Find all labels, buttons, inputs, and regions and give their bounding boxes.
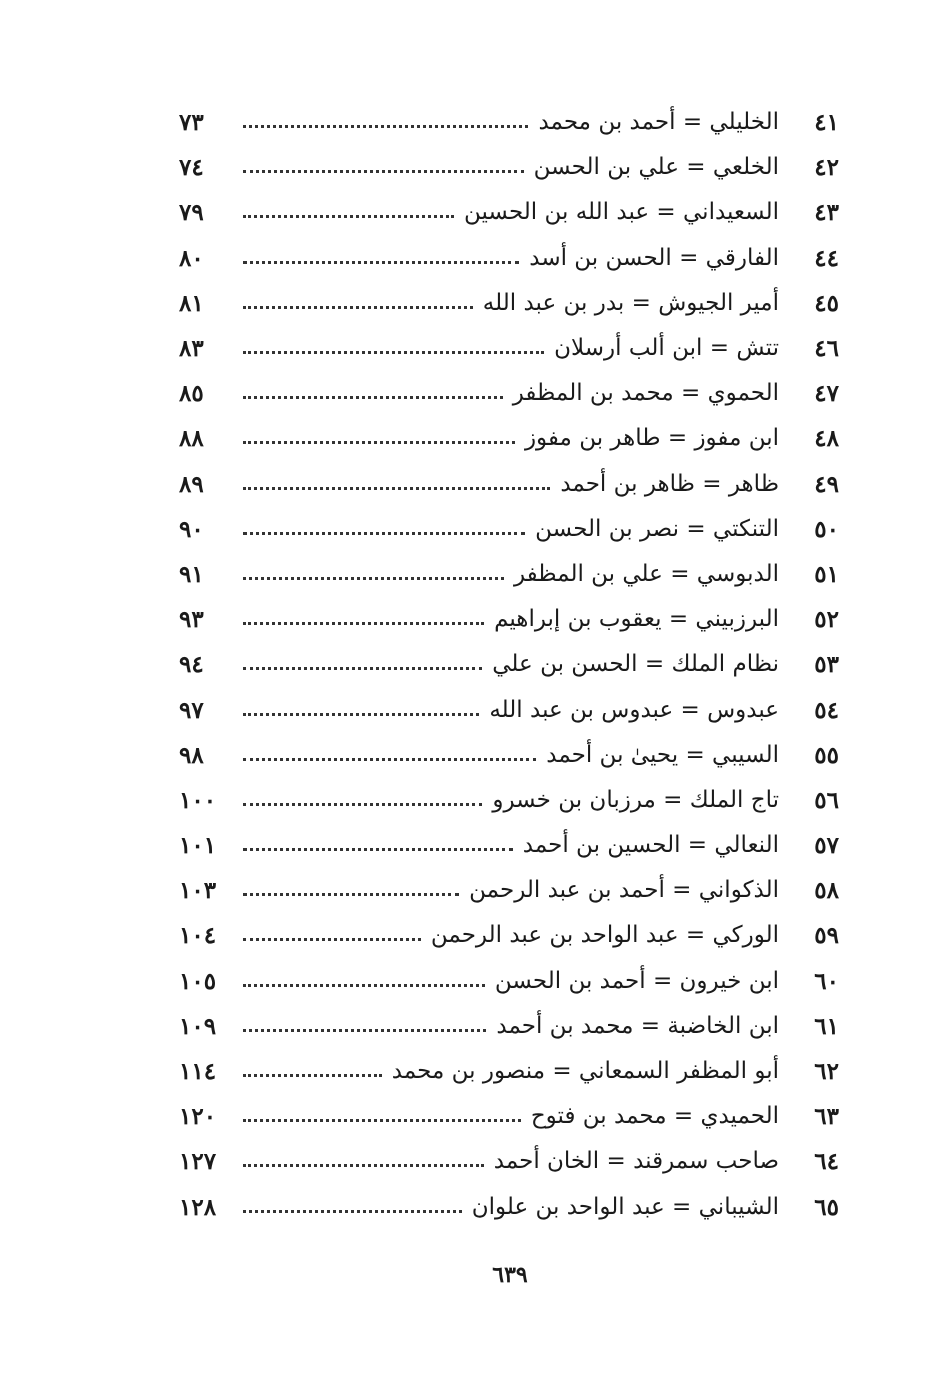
dot-leader bbox=[243, 170, 524, 173]
toc-entry bbox=[175, 145, 845, 190]
entry-page-number: ٩٧ bbox=[179, 696, 204, 724]
entry-number: ٥٥ bbox=[814, 741, 839, 769]
toc-entry bbox=[175, 190, 845, 235]
dot-leader bbox=[243, 758, 536, 761]
entry-number: ٦٣ bbox=[814, 1103, 839, 1131]
entry-title: الشيباني = عبد الواحد بن علوان bbox=[471, 1193, 779, 1220]
entry-page-number: ٩١ bbox=[179, 560, 204, 588]
entry-title: الوركي = عبد الواحد بن عبد الرحمن bbox=[430, 922, 779, 949]
toc-entry bbox=[175, 416, 845, 461]
toc-entry bbox=[175, 778, 845, 823]
entry-title: ابن مفوز = طاهر بن مفوز bbox=[524, 425, 779, 452]
toc-entry bbox=[175, 868, 845, 913]
dot-leader bbox=[243, 487, 550, 490]
entry-title: الفارقي = الحسن بن أسد bbox=[529, 244, 779, 271]
dot-leader bbox=[243, 1119, 521, 1122]
toc-entry bbox=[175, 281, 845, 326]
toc-entry bbox=[175, 1004, 845, 1049]
entry-number: ٤٨ bbox=[814, 425, 839, 453]
entry-number: ٦٥ bbox=[814, 1193, 839, 1221]
entry-page-number: ١٠٤ bbox=[179, 922, 217, 950]
dot-leader bbox=[243, 667, 482, 670]
entry-title: ابن خيرون = أحمد بن الحسن bbox=[494, 967, 779, 994]
dot-leader bbox=[243, 306, 473, 309]
entry-page-number: ٧٩ bbox=[179, 199, 204, 227]
dot-leader bbox=[243, 1164, 484, 1167]
entry-page-number: ٨٩ bbox=[179, 470, 204, 498]
entry-title: التنكتي = نصر بن الحسن bbox=[535, 515, 779, 542]
entry-title: ظاهر = ظاهر بن أحمد bbox=[560, 470, 779, 497]
entry-number: ٤٢ bbox=[814, 154, 839, 182]
dot-leader bbox=[243, 215, 454, 218]
entry-number: ٥٦ bbox=[814, 786, 839, 814]
entry-title: أبو المظفر السمعاني = منصور بن محمد bbox=[391, 1058, 779, 1085]
toc-entry bbox=[175, 913, 845, 958]
entry-number: ٥٣ bbox=[814, 651, 839, 679]
entry-number: ٦٠ bbox=[814, 967, 839, 995]
entry-number: ٥٨ bbox=[814, 877, 839, 905]
entry-title: نظام الملك = الحسن بن علي bbox=[492, 651, 779, 678]
dot-leader bbox=[243, 1074, 382, 1077]
page-number: ٦٣٩ bbox=[492, 1262, 528, 1288]
entry-number: ٤٥ bbox=[814, 289, 839, 317]
entry-title: عبدوس = عبدوس بن عبد الله bbox=[489, 696, 779, 723]
dot-leader bbox=[243, 938, 421, 941]
toc-entry bbox=[175, 1185, 845, 1230]
entry-number: ٦٤ bbox=[814, 1148, 839, 1176]
entry-title: السعيداني = عبد الله بن الحسين bbox=[463, 199, 779, 226]
entry-title: ابن الخاضبة = محمد بن أحمد bbox=[496, 1012, 779, 1039]
dot-leader bbox=[243, 532, 525, 535]
entry-number: ٤٧ bbox=[814, 380, 839, 408]
entry-page-number: ١٠١ bbox=[179, 832, 217, 860]
entry-page-number: ٨٣ bbox=[179, 335, 204, 363]
entry-page-number: ١٢٠ bbox=[179, 1103, 217, 1131]
entry-number: ٥٧ bbox=[814, 832, 839, 860]
entry-page-number: ٧٣ bbox=[179, 109, 204, 137]
toc-entry bbox=[175, 371, 845, 416]
toc-entry bbox=[175, 507, 845, 552]
entry-page-number: ١١٤ bbox=[179, 1058, 217, 1086]
entry-number: ٥٢ bbox=[814, 606, 839, 634]
entry-number: ٥١ bbox=[814, 560, 839, 588]
dot-leader bbox=[243, 848, 513, 851]
dot-leader bbox=[243, 713, 479, 716]
entry-title: الخلعي = علي بن الحسن bbox=[533, 154, 779, 181]
entry-page-number: ٩٤ bbox=[179, 651, 204, 679]
entry-title: السيبي = يحيىٰ بن أحمد bbox=[546, 741, 779, 768]
entry-number: ٥٩ bbox=[814, 922, 839, 950]
entry-page-number: ٨٨ bbox=[179, 425, 204, 453]
entry-number: ٤١ bbox=[814, 109, 839, 137]
entry-number: ٤٦ bbox=[814, 335, 839, 363]
toc-entry bbox=[175, 100, 845, 145]
entry-title: البرزبيني = يعقوب بن إبراهيم bbox=[494, 606, 779, 633]
entry-title: صاحب سمرقند = الخان أحمد bbox=[493, 1148, 779, 1175]
entry-number: ٦١ bbox=[814, 1012, 839, 1040]
dot-leader bbox=[243, 396, 503, 399]
dot-leader bbox=[243, 577, 504, 580]
entry-number: ٤٤ bbox=[814, 244, 839, 272]
dot-leader bbox=[243, 984, 485, 987]
toc-entry bbox=[175, 687, 845, 732]
entry-title: تاج الملك = مرزبان بن خسرو bbox=[492, 786, 779, 813]
toc-entry bbox=[175, 462, 845, 507]
dot-leader bbox=[243, 893, 459, 896]
entry-number: ٥٤ bbox=[814, 696, 839, 724]
entry-title: الخليلي = أحمد بن محمد bbox=[538, 109, 779, 136]
entry-title: الدبوسي = علي بن المظفر bbox=[513, 560, 779, 587]
entry-title: أمير الجيوش = بدر بن عبد الله bbox=[482, 289, 779, 316]
entry-title: النعالي = الحسين بن أحمد bbox=[522, 832, 779, 859]
entry-page-number: ١٠٥ bbox=[179, 967, 217, 995]
toc-entry bbox=[175, 1139, 845, 1184]
entry-page-number: ٩٣ bbox=[179, 606, 204, 634]
dot-leader bbox=[243, 125, 528, 128]
entry-page-number: ١٢٧ bbox=[179, 1148, 217, 1176]
entry-number: ٤٣ bbox=[814, 199, 839, 227]
entry-page-number: ٨٥ bbox=[179, 380, 204, 408]
entry-page-number: ٨١ bbox=[179, 289, 204, 317]
toc-entry bbox=[175, 597, 845, 642]
dot-leader bbox=[243, 1210, 462, 1213]
entry-page-number: ١٠٠ bbox=[179, 786, 217, 814]
table-of-contents bbox=[175, 100, 845, 1230]
entry-number: ٥٠ bbox=[814, 515, 839, 543]
toc-entry bbox=[175, 1049, 845, 1094]
entry-page-number: ٩٠ bbox=[179, 515, 204, 543]
entry-page-number: ١٠٣ bbox=[179, 877, 217, 905]
dot-leader bbox=[243, 622, 484, 625]
toc-entry bbox=[175, 959, 845, 1004]
entry-number: ٦٢ bbox=[814, 1058, 839, 1086]
entry-page-number: ٩٨ bbox=[179, 741, 204, 769]
entry-page-number: ٧٤ bbox=[179, 154, 204, 182]
toc-entry bbox=[175, 733, 845, 778]
toc-entry bbox=[175, 236, 845, 281]
toc-entry bbox=[175, 552, 845, 597]
toc-entry bbox=[175, 823, 845, 868]
entry-page-number: ٨٠ bbox=[179, 244, 204, 272]
dot-leader bbox=[243, 1029, 486, 1032]
dot-leader bbox=[243, 441, 515, 444]
entry-title: تتش = ابن ألب أرسلان bbox=[554, 335, 779, 362]
toc-entry bbox=[175, 326, 845, 371]
entry-title: الحميدي = محمد بن فتوح bbox=[530, 1103, 779, 1130]
entry-title: الحموي = محمد بن المظفر bbox=[512, 380, 779, 407]
dot-leader bbox=[243, 261, 519, 264]
toc-entry bbox=[175, 1094, 845, 1139]
toc-entry bbox=[175, 642, 845, 687]
entry-page-number: ١٠٩ bbox=[179, 1012, 217, 1040]
entry-number: ٤٩ bbox=[814, 470, 839, 498]
dot-leader bbox=[243, 351, 544, 354]
entry-page-number: ١٢٨ bbox=[179, 1193, 217, 1221]
entry-title: الذكواني = أحمد بن عبد الرحمن bbox=[469, 877, 779, 904]
dot-leader bbox=[243, 803, 482, 806]
